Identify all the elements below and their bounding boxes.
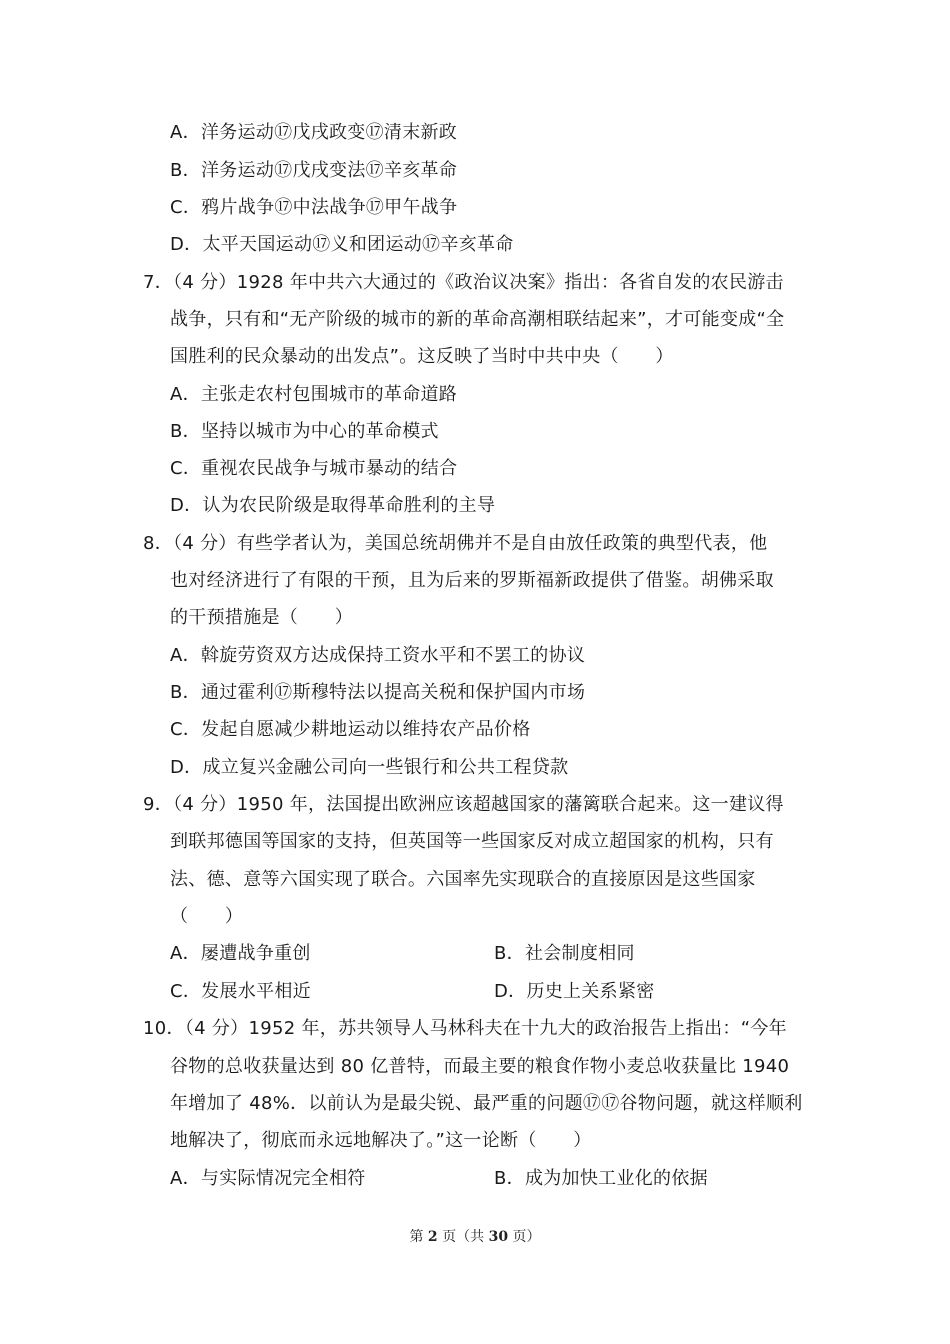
q7-stem-line-2: 战争，只有和“无产阶级的城市的新的革命高潮相联结起来”，才可能变成“全 xyxy=(170,309,785,330)
q6-option-b: B．洋务运动⑰戊戌变法⑰辛亥革命 xyxy=(170,160,458,181)
q10-stem-line-1: 10．（4 分）1952 年，苏共领导人马林科夫在十九大的政治报告上指出：“今年 xyxy=(143,1018,787,1039)
q10-stem-line-2: 谷物的总收获量达到 80 亿普特，而最主要的粮食作物小麦总收获量比 1940 xyxy=(170,1056,790,1077)
q7-option-c: C．重视农民战争与城市暴动的结合 xyxy=(170,458,458,479)
q6-option-c: C．鸦片战争⑰中法战争⑰甲午战争 xyxy=(170,197,458,218)
q8-stem-line-1: 8．（4 分）有些学者认为，美国总统胡佛并不是自由放任政策的典型代表，他 xyxy=(143,533,768,554)
q6-option-d: D．太平天国运动⑰义和团运动⑰辛亥革命 xyxy=(170,234,514,255)
q9-option-d: D．历史上关系紧密 xyxy=(494,981,655,1002)
q9-option-a: A．屡遭战争重创 xyxy=(170,943,311,964)
q10-option-b: B．成为加快工业化的依据 xyxy=(494,1168,708,1189)
q7-option-d: D．认为农民阶级是取得革命胜利的主导 xyxy=(170,495,496,516)
q9-stem-line-3: 法、德、意等六国实现了联合。六国率先实现联合的直接原因是这些国家 xyxy=(170,869,756,890)
q10-option-a: A．与实际情况完全相符 xyxy=(170,1168,366,1189)
q8-option-a: A．斡旋劳资双方达成保持工资水平和不罢工的协议 xyxy=(170,645,586,666)
q9-stem-line-2: 到联邦德国等国家的支持，但英国等一些国家反对成立超国家的机构，只有 xyxy=(170,831,774,852)
q8-option-c: C．发起自愿减少耕地运动以维持农产品价格 xyxy=(170,719,531,740)
q8-stem-line-3: 的干预措施是（ ） xyxy=(170,607,353,628)
q7-stem-line-1: 7．（4 分）1928 年中共六大通过的《政治议决案》指出：各省自发的农民游击 xyxy=(143,272,784,293)
q7-option-b: B．坚持以城市为中心的革命模式 xyxy=(170,421,439,442)
footer-prefix: 第 xyxy=(409,1229,424,1245)
q8-option-d: D．成立复兴金融公司向一些银行和公共工程贷款 xyxy=(170,757,569,778)
q7-stem-line-3: 国胜利的民众暴动的出发点”。这反映了当时中共中央（ ） xyxy=(170,346,674,367)
q10-stem-line-4: 地解决了，彻底而永远地解决了。”这一论断（ ） xyxy=(170,1130,592,1151)
q9-option-b: B．社会制度相同 xyxy=(494,943,635,964)
footer-page-number: 2 xyxy=(427,1229,438,1245)
q9-stem-line-1: 9．（4 分）1950 年，法国提出欧洲应该超越国家的藩篱联合起来。这一建议得 xyxy=(143,794,784,815)
q9-stem-line-4: （ ） xyxy=(170,906,244,927)
q7-option-a: A．主张走农村包围城市的革命道路 xyxy=(170,384,458,405)
page-footer xyxy=(0,1226,950,1246)
footer-total-pages: 30 xyxy=(488,1229,509,1245)
q6-option-a: A．洋务运动⑰戊戌政变⑰清末新政 xyxy=(170,122,458,143)
q9-option-c: C．发展水平相近 xyxy=(170,981,311,1002)
q10-stem-line-3: 年增加了 48%．以前认为是最尖锐、最严重的问题⑰⑰谷物问题，就这样顺利 xyxy=(170,1093,803,1114)
q8-stem-line-2: 也对经济进行了有限的干预，且为后来的罗斯福新政提供了借鉴。胡佛采取 xyxy=(170,570,774,591)
footer-suffix: 页） xyxy=(512,1229,541,1245)
footer-mid: 页（共 xyxy=(442,1229,485,1245)
q8-option-b: B．通过霍利⑰斯穆特法以提高关税和保护国内市场 xyxy=(170,682,586,703)
